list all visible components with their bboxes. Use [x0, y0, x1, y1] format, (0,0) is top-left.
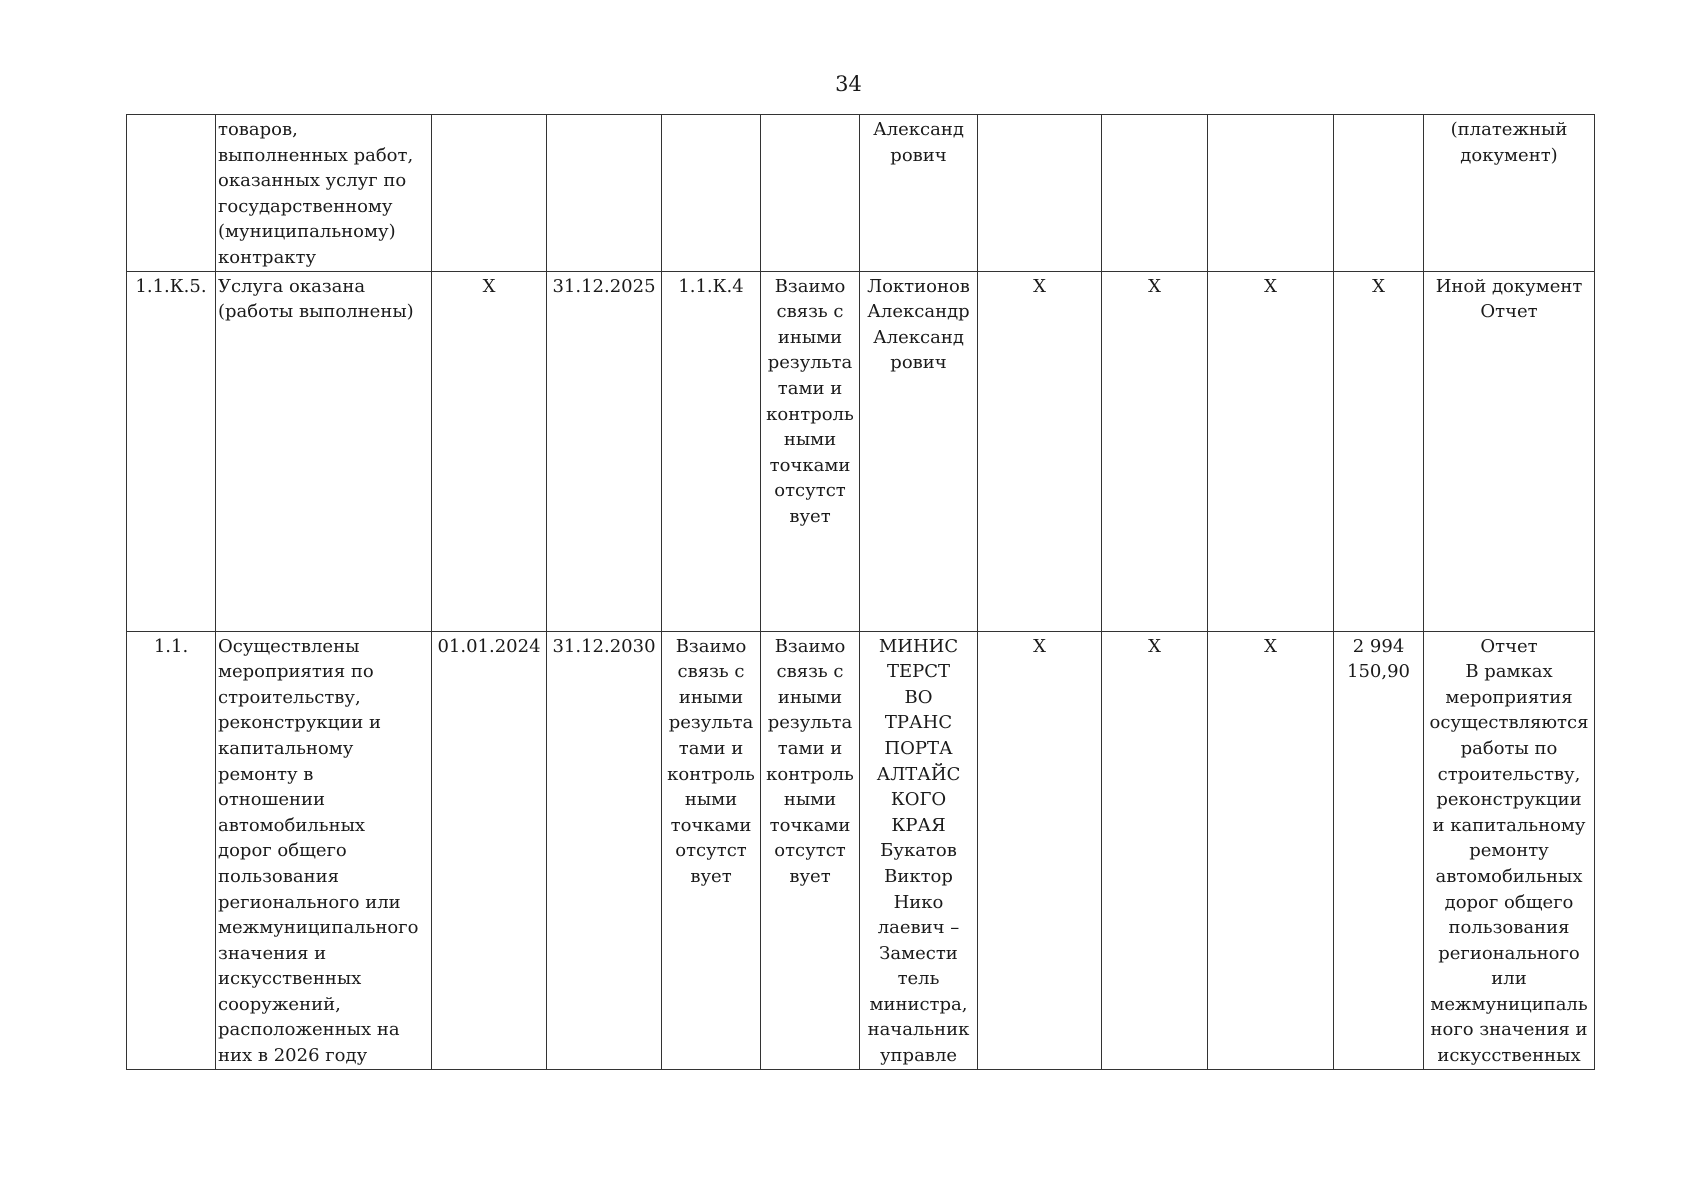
cell-end-date: [547, 115, 662, 272]
cell-col11: 2 994 150,90: [1334, 631, 1424, 1069]
cell-responsible: Локтионов Александр Александ рович: [860, 271, 978, 631]
cell-end-date: 31.12.2025: [547, 271, 662, 631]
cell-predecessor: [662, 115, 761, 272]
cell-col9: X: [1102, 271, 1208, 631]
cell-successor: [761, 115, 860, 272]
cell-col8: [978, 115, 1102, 272]
cell-document: Иной документ Отчет: [1424, 271, 1595, 631]
cell-number: 1.1.К.5.: [127, 271, 216, 631]
cell-responsible: Александ рович: [860, 115, 978, 272]
table-row: [127, 115, 1595, 272]
page-number: 34: [835, 72, 862, 96]
cell-col10: X: [1208, 271, 1334, 631]
cell-start-date: X: [432, 271, 547, 631]
cell-name: товаров, выполненных работ, оказанных услуг по государственному (муниципальному) контракту: [216, 115, 432, 272]
cell-col8: X: [978, 271, 1102, 631]
cell-responsible: МИНИС ТЕРСТ ВО ТРАНС ПОРТА АЛТАЙС КОГО КРАЯ Букатов Виктор Нико лаевич – Замести тель министра, начальник управле: [860, 631, 978, 1069]
cell-start-date: [432, 115, 547, 272]
cell-name: Осуществлены мероприятия по строительству, реконструкции и капитальному ремонту в отношении автомобильных дорог общего пользования регионального или межмуниципального значения и искусственных сооружений, расположенных на них в 2026 году: [216, 631, 432, 1069]
cell-name: Услуга оказана (работы выполнены): [216, 271, 432, 631]
plan-table: [126, 114, 1595, 1070]
cell-predecessor: Взаимо связь с иными результа тами и контроль ными точками отсутст вует: [662, 631, 761, 1069]
cell-successor: Взаимо связь с иными результа тами и контроль ными точками отсутст вует: [761, 271, 860, 631]
cell-start-date: 01.01.2024: [432, 631, 547, 1069]
cell-col10: X: [1208, 631, 1334, 1069]
cell-end-date: 31.12.2030: [547, 631, 662, 1069]
cell-col11: X: [1334, 271, 1424, 631]
cell-col9: X: [1102, 631, 1208, 1069]
cell-col8: X: [978, 631, 1102, 1069]
cell-number: [127, 115, 216, 272]
cell-col11: [1334, 115, 1424, 272]
cell-successor: Взаимо связь с иными результа тами и контроль ными точками отсутст вует: [761, 631, 860, 1069]
cell-predecessor: 1.1.К.4: [662, 271, 761, 631]
table-row: [127, 631, 1595, 1069]
table-row: [127, 271, 1595, 631]
cell-number: 1.1.: [127, 631, 216, 1069]
cell-document: Отчет В рамках мероприятия осуществляются работы по строительству, реконструкции и капитальному ремонту автомобильных дорог общего пользования регионального или межмуниципаль ного значения и искусственных: [1424, 631, 1595, 1069]
cell-col10: [1208, 115, 1334, 272]
cell-document: (платежный документ): [1424, 115, 1595, 272]
cell-col9: [1102, 115, 1208, 272]
